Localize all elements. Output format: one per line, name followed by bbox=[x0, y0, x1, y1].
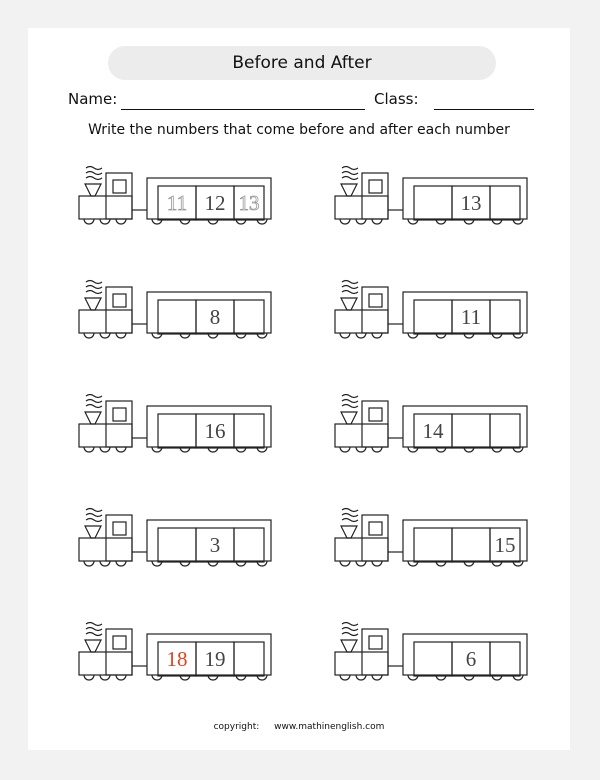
number-cell: 3 bbox=[209, 533, 221, 557]
blank-answer-cell[interactable] bbox=[158, 414, 196, 448]
train-10 bbox=[332, 612, 532, 692]
number-cell: 11 bbox=[460, 305, 482, 329]
number-cell: 13 bbox=[238, 191, 260, 215]
blank-answer-cell[interactable] bbox=[490, 642, 520, 676]
train-5 bbox=[76, 384, 276, 464]
blank-answer-cell[interactable] bbox=[234, 300, 264, 334]
class-blank[interactable] bbox=[434, 109, 534, 110]
worksheet-title: Before and After bbox=[108, 46, 496, 80]
train-1 bbox=[76, 156, 276, 236]
name-blank[interactable] bbox=[121, 109, 365, 110]
number-cell: 11 bbox=[166, 191, 188, 215]
name-class-line bbox=[68, 90, 538, 114]
copyright-label: copyright: bbox=[213, 722, 260, 732]
copyright-footer bbox=[28, 722, 570, 732]
class-label: Class: bbox=[374, 90, 419, 108]
blank-answer-cell[interactable] bbox=[158, 300, 196, 334]
train-3 bbox=[76, 270, 276, 350]
number-cell: 15 bbox=[494, 533, 516, 557]
number-cell: 8 bbox=[209, 305, 221, 329]
blank-answer-cell[interactable] bbox=[414, 642, 452, 676]
blank-answer-cell[interactable] bbox=[158, 528, 196, 562]
train-6 bbox=[332, 384, 532, 464]
instructions: Write the numbers that come before and after each number bbox=[88, 122, 510, 138]
number-cell: 19 bbox=[204, 647, 226, 671]
train-4 bbox=[332, 270, 532, 350]
train-8 bbox=[332, 498, 532, 578]
blank-answer-cell[interactable] bbox=[234, 642, 264, 676]
blank-answer-cell[interactable] bbox=[414, 300, 452, 334]
blank-answer-cell[interactable] bbox=[234, 414, 264, 448]
blank-answer-cell[interactable] bbox=[234, 528, 264, 562]
blank-answer-cell[interactable] bbox=[452, 528, 490, 562]
train-9 bbox=[76, 612, 276, 692]
blank-answer-cell[interactable] bbox=[452, 414, 490, 448]
number-cell: 18 bbox=[166, 647, 188, 671]
blank-answer-cell[interactable] bbox=[490, 414, 520, 448]
worksheet-page bbox=[28, 28, 570, 750]
blank-answer-cell[interactable] bbox=[490, 186, 520, 220]
blank-answer-cell[interactable] bbox=[414, 186, 452, 220]
copyright-url: www.mathinenglish.com bbox=[274, 722, 385, 732]
number-cell: 6 bbox=[465, 647, 477, 671]
blank-answer-cell[interactable] bbox=[414, 528, 452, 562]
train-7 bbox=[76, 498, 276, 578]
name-label: Name: bbox=[68, 90, 118, 108]
number-cell: 16 bbox=[204, 419, 226, 443]
blank-answer-cell[interactable] bbox=[490, 300, 520, 334]
number-cell: 13 bbox=[460, 191, 482, 215]
number-cell: 14 bbox=[422, 419, 444, 443]
train-2 bbox=[332, 156, 532, 236]
number-cell: 12 bbox=[204, 191, 226, 215]
